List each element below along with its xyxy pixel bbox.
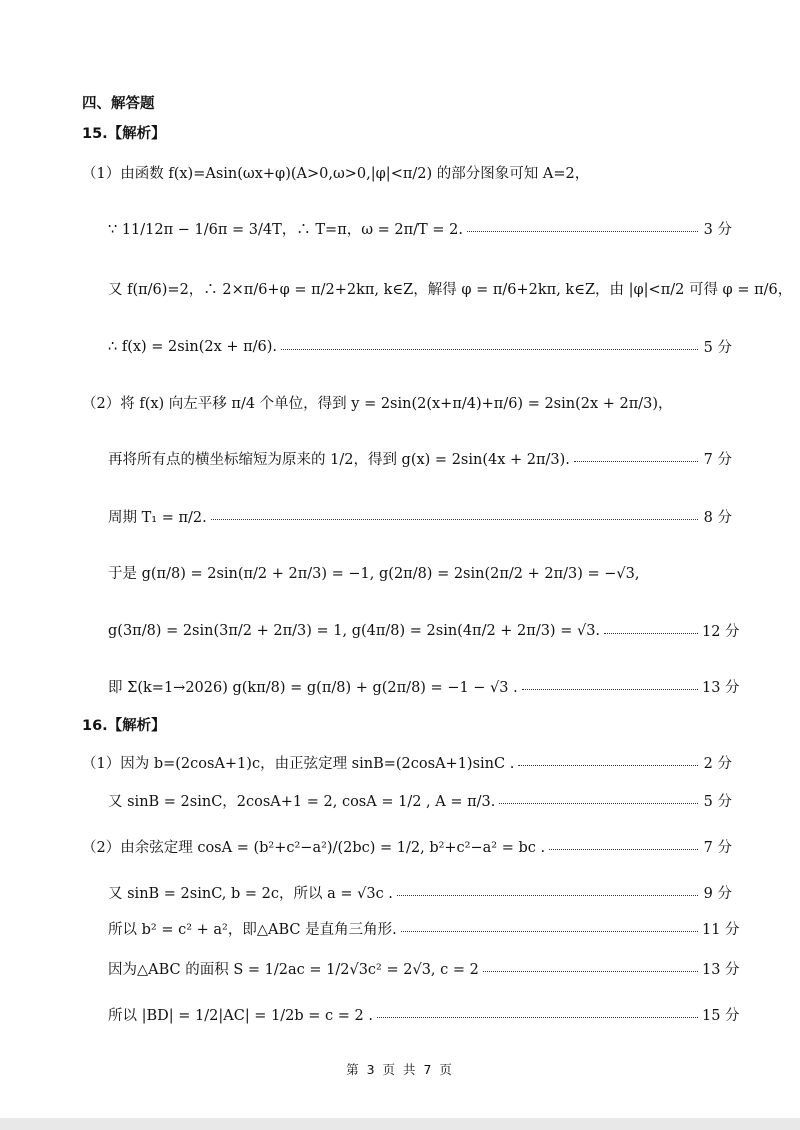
score-label: 5 分 — [703, 340, 732, 356]
q15-line-8: 于是 g(π/8) = 2sin(π/2 + 2π/3) = −1, g(2π/8) = 2sin(2π/2 + 2π/3) = −√3, — [108, 566, 640, 582]
leader-dots — [499, 803, 698, 804]
leader-dots — [483, 971, 698, 972]
scan-edge — [0, 1118, 800, 1130]
q16-line-2: 又 sinB = 2sinC，2cosA+1 = 2, cosA = 1/2 , A = π/3. 5 分 — [108, 790, 732, 811]
leader-dots — [518, 765, 698, 766]
section-heading: 四、解答题 — [82, 96, 155, 112]
leader-dots — [467, 231, 698, 232]
leader-dots — [281, 349, 698, 350]
score-label: 11 分 — [702, 922, 740, 938]
leader-dots — [574, 461, 698, 462]
q16-line-5: 所以 b² = c² + a²，即△ABC 是直角三角形. 11 分 — [108, 918, 732, 939]
q15-line-5: （2）将 f(x) 向左平移 π/4 个单位，得到 y = 2sin(2(x+π/4)+π/6) = 2sin(2x + 2π/3)， — [82, 396, 673, 412]
score-label: 13 分 — [702, 680, 740, 696]
leader-dots — [522, 689, 698, 690]
q15-line-10: 即 Σ(k=1→2026) g(kπ/8) = g(π/8) + g(2π/8) = −1 − √3 . 13 分 — [108, 676, 732, 697]
score-label: 2 分 — [703, 756, 732, 772]
leader-dots — [397, 895, 698, 896]
q16-line-3: （2）由余弦定理 cosA = (b²+c²−a²)/(2bc) = 1/2, b²+c²−a² = bc . 7 分 — [82, 836, 732, 857]
score-label: 15 分 — [702, 1008, 740, 1024]
leader-dots — [211, 519, 698, 520]
score-label: 7 分 — [703, 452, 732, 468]
q16-line-1: （1）因为 b=(2cosA+1)c，由正弦定理 sinB=(2cosA+1)sinC . 2 分 — [82, 752, 732, 773]
page-number-footer: 第 3 页 共 7 页 — [346, 1062, 454, 1077]
score-label: 3 分 — [703, 222, 732, 238]
leader-dots — [401, 931, 698, 932]
q15-line-4: ∴ f(x) = 2sin(2x + π/6). 5 分 — [108, 336, 732, 357]
score-label: 5 分 — [703, 794, 732, 810]
score-label: 8 分 — [703, 510, 732, 526]
score-label: 13 分 — [702, 962, 740, 978]
score-label: 12 分 — [702, 624, 740, 640]
q15-line-2: ∵ 11/12π − 1/6π = 3/4T，∴ T=π，ω = 2π/T = 2. 3 分 — [108, 218, 732, 239]
leader-dots — [377, 1017, 698, 1018]
q16-line-4: 又 sinB = 2sinC, b = 2c，所以 a = √3c . 9 分 — [108, 882, 732, 903]
q15-line-9: g(3π/8) = 2sin(3π/2 + 2π/3) = 1, g(4π/8) = 2sin(4π/2 + 2π/3) = √3. 12 分 — [108, 620, 732, 641]
q15-line-7: 周期 T₁ = π/2. 8 分 — [108, 506, 732, 527]
score-label: 7 分 — [703, 840, 732, 856]
q15-heading: 15.【解析】 — [82, 126, 166, 142]
score-label: 9 分 — [703, 886, 732, 902]
q16-line-6: 因为△ABC 的面积 S = 1/2ac = 1/2√3c² = 2√3, c = 2 13 分 — [108, 958, 732, 979]
leader-dots — [549, 849, 698, 850]
q15-line-1: （1）由函数 f(x)=Asin(ωx+φ)(A>0,ω>0,|φ|<π/2) 的部分图象可知 A=2， — [82, 166, 590, 182]
q15-line-3: 又 f(π/6)=2，∴ 2×π/6+φ = π/2+2kπ, k∈Z，解得 φ = π/6+2kπ, k∈Z，由 |φ|<π/2 可得 φ = π/6， — [108, 282, 793, 298]
q16-heading: 16.【解析】 — [82, 718, 166, 734]
q16-line-7: 所以 |BD| = 1/2|AC| = 1/2b = c = 2 . 15 分 — [108, 1004, 732, 1025]
q15-line-6: 再将所有点的横坐标缩短为原来的 1/2，得到 g(x) = 2sin(4x + 2π/3). 7 分 — [108, 448, 732, 469]
leader-dots — [604, 633, 698, 634]
